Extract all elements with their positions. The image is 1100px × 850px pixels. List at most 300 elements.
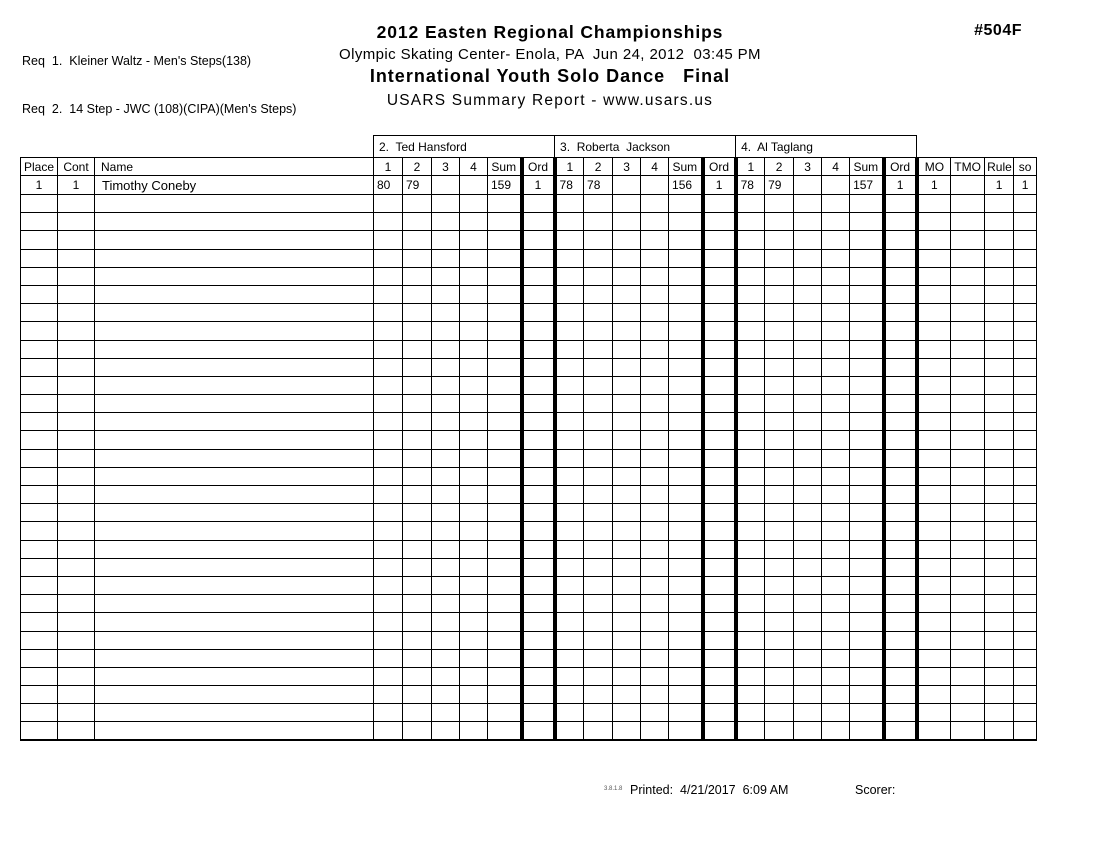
- empty-cell: [669, 358, 703, 376]
- empty-cell: [822, 413, 850, 431]
- empty-cell: [95, 449, 374, 467]
- place-cell: 1: [21, 176, 58, 195]
- empty-cell: [917, 376, 951, 394]
- empty-cell: [669, 340, 703, 358]
- empty-cell: [584, 195, 613, 213]
- empty-cell: [703, 395, 736, 413]
- empty-cell: [374, 267, 403, 285]
- empty-cell: [403, 613, 432, 631]
- empty-cell: [884, 231, 917, 249]
- j2-ord-cell: 1: [703, 176, 736, 195]
- empty-cell: [95, 376, 374, 394]
- col-j1-sum: Sum: [488, 158, 522, 176]
- empty-cell: [460, 231, 488, 249]
- empty-cell: [522, 522, 555, 540]
- empty-cell: [95, 540, 374, 558]
- empty-cell: [555, 722, 584, 740]
- empty-cell: [703, 631, 736, 649]
- empty-cell: [669, 249, 703, 267]
- empty-cell: [613, 449, 641, 467]
- empty-cell: [884, 613, 917, 631]
- empty-cell: [555, 576, 584, 594]
- empty-cell: [584, 267, 613, 285]
- empty-cell: [1014, 213, 1037, 231]
- col-cont: Cont: [58, 158, 95, 176]
- empty-cell: [403, 558, 432, 576]
- empty-cell: [850, 686, 884, 704]
- empty-cell: [522, 686, 555, 704]
- empty-cell: [460, 395, 488, 413]
- empty-cell: [641, 322, 669, 340]
- col-j2-1: 1: [555, 158, 584, 176]
- empty-cell: [522, 649, 555, 667]
- empty-cell: [584, 449, 613, 467]
- empty-cell: [703, 522, 736, 540]
- empty-cell: [555, 467, 584, 485]
- empty-cell: [488, 395, 522, 413]
- empty-cell: [613, 285, 641, 303]
- empty-cell: [884, 467, 917, 485]
- col-j1-2: 2: [403, 158, 432, 176]
- empty-cell: [21, 504, 58, 522]
- empty-cell: [884, 595, 917, 613]
- empty-cell: [917, 704, 951, 722]
- empty-cell: [736, 558, 765, 576]
- empty-cell: [555, 595, 584, 613]
- empty-cell: [951, 686, 985, 704]
- empty-cell: [488, 231, 522, 249]
- empty-cell: [765, 722, 794, 740]
- empty-cell: [584, 486, 613, 504]
- empty-cell: [850, 576, 884, 594]
- empty-cell: [21, 576, 58, 594]
- empty-cell: [1014, 595, 1037, 613]
- col-j2-2: 2: [584, 158, 613, 176]
- empty-cell: [21, 231, 58, 249]
- so-cell: 1: [1014, 176, 1037, 195]
- empty-cell: [884, 304, 917, 322]
- empty-cell: [850, 704, 884, 722]
- empty-cell: [822, 285, 850, 303]
- empty-cell: [669, 504, 703, 522]
- empty-cell: [21, 467, 58, 485]
- empty-cell: [794, 304, 822, 322]
- empty-cell: [432, 376, 460, 394]
- empty-cell: [669, 304, 703, 322]
- empty-cell: [765, 504, 794, 522]
- empty-cell: [58, 486, 95, 504]
- empty-cell: [522, 249, 555, 267]
- empty-cell: [703, 722, 736, 740]
- empty-cell: [703, 686, 736, 704]
- empty-cell: [95, 213, 374, 231]
- empty-cell: [736, 576, 765, 594]
- empty-cell: [641, 249, 669, 267]
- empty-cell: [703, 304, 736, 322]
- empty-cell: [1014, 358, 1037, 376]
- empty-cell: [95, 486, 374, 504]
- req-line-2: Req 2. 14 Step - JWC (108)(CIPA)(Men's Steps): [22, 102, 297, 116]
- empty-cell: [21, 431, 58, 449]
- empty-cell: [374, 340, 403, 358]
- empty-cell: [21, 358, 58, 376]
- empty-cell: [736, 467, 765, 485]
- empty-cell: [488, 358, 522, 376]
- empty-cell: [822, 722, 850, 740]
- empty-cell: [95, 522, 374, 540]
- empty-cell: [21, 558, 58, 576]
- empty-cell: [374, 631, 403, 649]
- empty-cell: [58, 213, 95, 231]
- empty-cell: [641, 631, 669, 649]
- empty-cell: [58, 304, 95, 322]
- empty-cell: [403, 395, 432, 413]
- empty-cell: [884, 558, 917, 576]
- j3-score-3-cell: [794, 176, 822, 195]
- empty-cell: [460, 540, 488, 558]
- col-j2-sum: Sum: [669, 158, 703, 176]
- empty-cell: [488, 449, 522, 467]
- empty-cell: [21, 704, 58, 722]
- req-line-1: Req 1. Kleiner Waltz - Men's Steps(138): [22, 54, 252, 68]
- empty-row: [21, 304, 1037, 322]
- empty-cell: [403, 467, 432, 485]
- empty-cell: [58, 704, 95, 722]
- empty-cell: [58, 558, 95, 576]
- empty-cell: [555, 431, 584, 449]
- empty-cell: [58, 267, 95, 285]
- empty-cell: [850, 540, 884, 558]
- empty-cell: [641, 467, 669, 485]
- empty-cell: [95, 322, 374, 340]
- empty-cell: [584, 540, 613, 558]
- empty-cell: [884, 540, 917, 558]
- empty-cell: [1014, 431, 1037, 449]
- empty-cell: [917, 467, 951, 485]
- empty-cell: [403, 322, 432, 340]
- empty-cell: [1014, 540, 1037, 558]
- empty-cell: [794, 376, 822, 394]
- empty-cell: [951, 722, 985, 740]
- empty-cell: [794, 340, 822, 358]
- empty-cell: [985, 249, 1014, 267]
- empty-cell: [917, 358, 951, 376]
- empty-cell: [522, 704, 555, 722]
- empty-cell: [641, 413, 669, 431]
- empty-cell: [669, 704, 703, 722]
- software-version: 3.8.1.8: [604, 786, 623, 792]
- empty-cell: [21, 413, 58, 431]
- empty-cell: [403, 231, 432, 249]
- empty-cell: [951, 467, 985, 485]
- empty-cell: [794, 540, 822, 558]
- empty-cell: [794, 649, 822, 667]
- empty-cell: [850, 231, 884, 249]
- j1-ord-cell: 1: [522, 176, 555, 195]
- empty-cell: [460, 576, 488, 594]
- col-so: so: [1014, 158, 1037, 176]
- empty-cell: [21, 522, 58, 540]
- empty-cell: [403, 504, 432, 522]
- empty-cell: [555, 231, 584, 249]
- empty-row: [21, 213, 1037, 231]
- empty-cell: [736, 249, 765, 267]
- empty-cell: [822, 649, 850, 667]
- empty-cell: [460, 704, 488, 722]
- empty-cell: [58, 195, 95, 213]
- empty-cell: [374, 376, 403, 394]
- empty-cell: [95, 267, 374, 285]
- empty-cell: [641, 595, 669, 613]
- j3-score-2-cell: 79: [765, 176, 794, 195]
- empty-cell: [21, 376, 58, 394]
- empty-cell: [374, 722, 403, 740]
- empty-cell: [703, 231, 736, 249]
- empty-cell: [822, 631, 850, 649]
- j2-sum-cell: 156: [669, 176, 703, 195]
- empty-cell: [21, 722, 58, 740]
- empty-cell: [765, 595, 794, 613]
- empty-cell: [488, 576, 522, 594]
- empty-cell: [850, 595, 884, 613]
- empty-cell: [703, 558, 736, 576]
- empty-cell: [460, 467, 488, 485]
- empty-cell: [884, 395, 917, 413]
- empty-cell: [522, 449, 555, 467]
- empty-row: [21, 722, 1037, 740]
- empty-cell: [613, 486, 641, 504]
- empty-cell: [822, 358, 850, 376]
- empty-cell: [703, 704, 736, 722]
- empty-cell: [21, 304, 58, 322]
- empty-cell: [822, 558, 850, 576]
- empty-cell: [765, 631, 794, 649]
- empty-cell: [669, 413, 703, 431]
- empty-cell: [850, 467, 884, 485]
- empty-cell: [884, 522, 917, 540]
- empty-cell: [703, 358, 736, 376]
- empty-cell: [555, 413, 584, 431]
- empty-cell: [555, 540, 584, 558]
- empty-cell: [95, 631, 374, 649]
- empty-cell: [95, 722, 374, 740]
- empty-cell: [765, 576, 794, 594]
- empty-cell: [460, 285, 488, 303]
- empty-cell: [822, 540, 850, 558]
- empty-cell: [850, 213, 884, 231]
- empty-cell: [850, 522, 884, 540]
- empty-cell: [95, 686, 374, 704]
- empty-cell: [58, 249, 95, 267]
- empty-cell: [1014, 486, 1037, 504]
- empty-cell: [985, 576, 1014, 594]
- empty-cell: [95, 231, 374, 249]
- empty-cell: [522, 413, 555, 431]
- empty-cell: [669, 322, 703, 340]
- skater-name-cell: Timothy Coneby: [95, 176, 374, 195]
- empty-cell: [460, 649, 488, 667]
- empty-cell: [1014, 722, 1037, 740]
- empty-cell: [641, 431, 669, 449]
- empty-cell: [555, 704, 584, 722]
- empty-cell: [432, 613, 460, 631]
- empty-cell: [641, 686, 669, 704]
- empty-cell: [951, 231, 985, 249]
- empty-cell: [1014, 285, 1037, 303]
- empty-cell: [850, 667, 884, 685]
- empty-cell: [403, 449, 432, 467]
- empty-cell: [951, 595, 985, 613]
- empty-cell: [488, 522, 522, 540]
- empty-cell: [850, 413, 884, 431]
- empty-cell: [460, 195, 488, 213]
- empty-cell: [95, 704, 374, 722]
- empty-cell: [460, 722, 488, 740]
- empty-cell: [488, 195, 522, 213]
- empty-cell: [584, 686, 613, 704]
- empty-cell: [669, 649, 703, 667]
- j1-score-2-cell: 79: [403, 176, 432, 195]
- empty-cell: [460, 486, 488, 504]
- empty-cell: [884, 285, 917, 303]
- empty-cell: [21, 613, 58, 631]
- judge-header-3: 4. Al Taglang: [736, 136, 917, 158]
- empty-cell: [58, 522, 95, 540]
- empty-cell: [1014, 704, 1037, 722]
- empty-cell: [703, 413, 736, 431]
- empty-cell: [794, 667, 822, 685]
- empty-cell: [917, 395, 951, 413]
- empty-cell: [522, 504, 555, 522]
- empty-row: [21, 413, 1037, 431]
- empty-cell: [460, 431, 488, 449]
- empty-cell: [374, 449, 403, 467]
- empty-cell: [1014, 376, 1037, 394]
- empty-cell: [58, 667, 95, 685]
- empty-cell: [917, 558, 951, 576]
- venue-date-line: Olympic Skating Center- Enola, PA Jun 24, 2012 03:45 PM: [339, 46, 761, 63]
- empty-cell: [736, 322, 765, 340]
- empty-cell: [555, 285, 584, 303]
- empty-cell: [613, 595, 641, 613]
- empty-cell: [794, 195, 822, 213]
- championship-title: 2012 Easten Regional Championships: [376, 22, 724, 42]
- empty-cell: [850, 486, 884, 504]
- empty-cell: [850, 358, 884, 376]
- empty-cell: [1014, 649, 1037, 667]
- empty-cell: [432, 631, 460, 649]
- col-mo: MO: [917, 158, 951, 176]
- empty-cell: [765, 340, 794, 358]
- empty-cell: [641, 522, 669, 540]
- empty-cell: [460, 340, 488, 358]
- empty-cell: [985, 467, 1014, 485]
- empty-cell: [374, 595, 403, 613]
- empty-cell: [21, 249, 58, 267]
- empty-cell: [822, 613, 850, 631]
- empty-cell: [488, 540, 522, 558]
- empty-cell: [58, 340, 95, 358]
- empty-cell: [736, 613, 765, 631]
- empty-cell: [736, 413, 765, 431]
- empty-cell: [669, 376, 703, 394]
- empty-cell: [951, 322, 985, 340]
- empty-cell: [822, 213, 850, 231]
- empty-cell: [374, 285, 403, 303]
- empty-cell: [460, 631, 488, 649]
- empty-cell: [1014, 413, 1037, 431]
- empty-cell: [522, 467, 555, 485]
- empty-cell: [951, 213, 985, 231]
- empty-cell: [822, 340, 850, 358]
- empty-cell: [884, 504, 917, 522]
- empty-cell: [460, 558, 488, 576]
- empty-cell: [555, 449, 584, 467]
- empty-cell: [374, 431, 403, 449]
- empty-cell: [403, 340, 432, 358]
- judge-names-row: [21, 136, 1037, 158]
- empty-cell: [21, 631, 58, 649]
- col-name: Name: [95, 158, 374, 176]
- empty-cell: [703, 267, 736, 285]
- cont-cell: 1: [58, 176, 95, 195]
- empty-cell: [951, 540, 985, 558]
- empty-cell: [374, 304, 403, 322]
- col-j2-ord: Ord: [703, 158, 736, 176]
- empty-cell: [21, 340, 58, 358]
- empty-cell: [736, 486, 765, 504]
- empty-cell: [460, 667, 488, 685]
- empty-cell: [460, 213, 488, 231]
- empty-cell: [765, 395, 794, 413]
- empty-cell: [736, 722, 765, 740]
- empty-cell: [951, 631, 985, 649]
- empty-cell: [884, 686, 917, 704]
- empty-cell: [522, 376, 555, 394]
- empty-cell: [951, 613, 985, 631]
- empty-cell: [951, 649, 985, 667]
- empty-cell: [21, 395, 58, 413]
- empty-cell: [555, 686, 584, 704]
- empty-cell: [21, 213, 58, 231]
- empty-cell: [794, 486, 822, 504]
- empty-cell: [822, 522, 850, 540]
- empty-cell: [584, 613, 613, 631]
- empty-cell: [432, 304, 460, 322]
- empty-cell: [703, 449, 736, 467]
- empty-cell: [403, 249, 432, 267]
- empty-cell: [613, 213, 641, 231]
- empty-cell: [613, 613, 641, 631]
- empty-cell: [765, 413, 794, 431]
- empty-cell: [765, 249, 794, 267]
- empty-cell: [613, 340, 641, 358]
- empty-cell: [850, 376, 884, 394]
- empty-cell: [432, 686, 460, 704]
- empty-cell: [850, 449, 884, 467]
- empty-cell: [917, 504, 951, 522]
- empty-cell: [641, 613, 669, 631]
- empty-cell: [613, 704, 641, 722]
- empty-cell: [985, 449, 1014, 467]
- empty-cell: [1014, 340, 1037, 358]
- empty-cell: [850, 431, 884, 449]
- empty-cell: [985, 595, 1014, 613]
- empty-cell: [669, 667, 703, 685]
- empty-cell: [765, 704, 794, 722]
- empty-cell: [951, 667, 985, 685]
- empty-cell: [765, 285, 794, 303]
